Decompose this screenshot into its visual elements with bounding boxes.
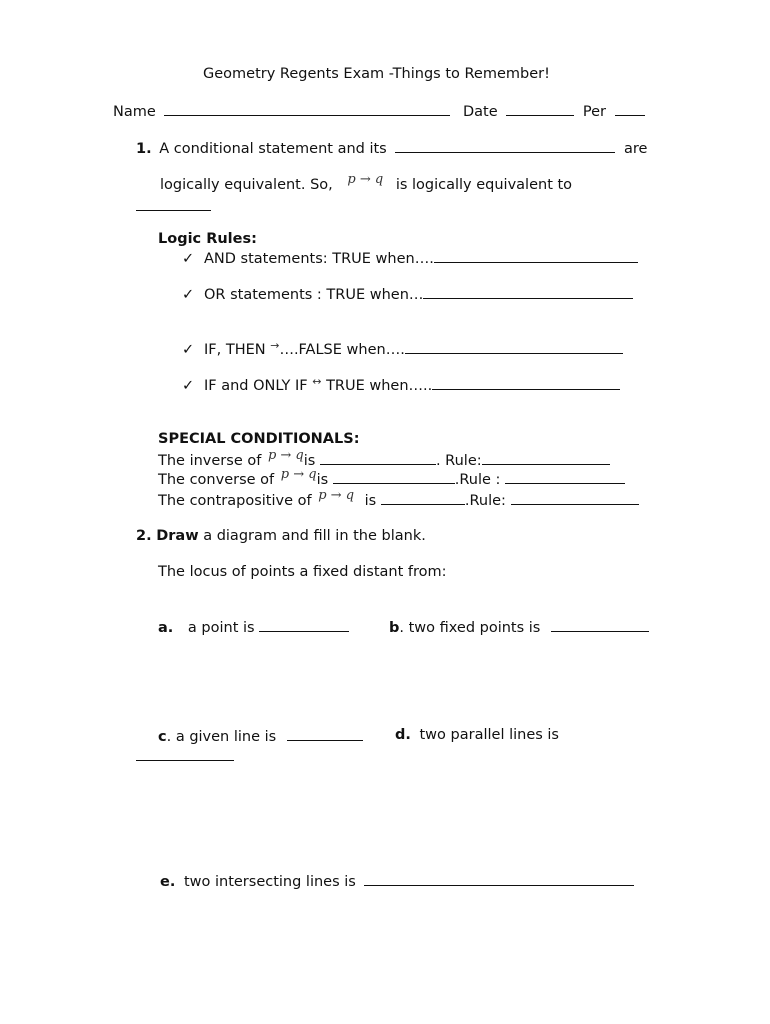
- rule-and-blank[interactable]: [434, 248, 638, 263]
- locus-c-text: . a given line is: [166, 729, 277, 745]
- rule-and-text: AND statements: TRUE when….: [204, 251, 434, 267]
- page-title: Geometry Regents Exam -Things to Remember!: [203, 66, 550, 82]
- date-blank[interactable]: [506, 101, 574, 116]
- contrapositive-expression: p → q: [318, 488, 355, 503]
- contrapositive-rule-label: .Rule:: [464, 493, 506, 509]
- q2-draw: Draw: [156, 528, 199, 544]
- rule-ifthen-post: ….FALSE when….: [279, 342, 405, 358]
- locus-line: The locus of points a fixed distant from:: [158, 564, 447, 580]
- locus-e-text: two intersecting lines is: [183, 874, 356, 890]
- rule-ifthen-blank[interactable]: [405, 339, 623, 354]
- converse-blank[interactable]: [333, 469, 455, 484]
- special-heading: SPECIAL CONDITIONALS:: [158, 431, 360, 447]
- header-row: [113, 101, 645, 121]
- locus-e: [160, 871, 634, 891]
- locus-d: [395, 726, 559, 744]
- logic-rule-and: [182, 248, 638, 268]
- rule-or-blank[interactable]: [423, 284, 633, 299]
- q1-blank-1[interactable]: [395, 138, 615, 153]
- q1-number: 1.: [136, 141, 152, 157]
- locus-e-label: e.: [160, 874, 176, 890]
- rule-iff-pre: IF and ONLY IF: [204, 378, 308, 394]
- q1-are: are: [623, 141, 648, 157]
- logic-rule-ifthen: [182, 339, 623, 360]
- locus-a-label: a.: [158, 620, 174, 636]
- check-icon: ✓: [182, 342, 195, 358]
- q1-line1: [136, 138, 647, 158]
- logic-heading: Logic Rules:: [158, 231, 257, 247]
- check-icon: ✓: [182, 287, 195, 303]
- rule-iff-post: TRUE when…..: [326, 378, 433, 394]
- date-label: Date: [463, 104, 498, 120]
- per-label: Per: [582, 104, 606, 120]
- converse-expression: p → q: [280, 467, 317, 482]
- inverse-label: The inverse of: [158, 453, 262, 469]
- name-blank[interactable]: [164, 101, 450, 116]
- q2-number: 2.: [136, 528, 152, 544]
- double-arrow-icon: ↔: [312, 375, 322, 388]
- contrapositive-row: [158, 490, 639, 511]
- locus-c-blank[interactable]: [287, 726, 363, 741]
- q1-expression: p → q: [347, 172, 384, 187]
- right-arrow-icon: →: [270, 339, 280, 352]
- name-label: Name: [113, 104, 156, 120]
- locus-a-blank[interactable]: [259, 617, 349, 632]
- inverse-rule-label: . Rule:: [435, 453, 482, 469]
- logic-rule-iff: [182, 375, 620, 396]
- locus-c-label: c: [158, 729, 167, 745]
- q1-blank-2[interactable]: [136, 196, 211, 211]
- rule-ifthen-pre: IF, THEN: [204, 342, 266, 358]
- inverse-rule-blank[interactable]: [482, 450, 610, 465]
- logic-rule-or: [182, 284, 633, 304]
- converse-rule-label: .Rule :: [454, 472, 501, 488]
- converse-is: is: [316, 472, 329, 488]
- q2-line: [136, 527, 426, 545]
- locus-b-blank[interactable]: [551, 617, 649, 632]
- converse-label: The converse of: [158, 472, 275, 488]
- contrapositive-blank[interactable]: [381, 490, 465, 505]
- contrapositive-rule-blank[interactable]: [511, 490, 639, 505]
- locus-a-text: a point is: [187, 620, 255, 636]
- rule-or-text: OR statements : TRUE when…: [204, 287, 424, 303]
- locus-c: [158, 726, 363, 746]
- locus-b-label: b: [389, 620, 400, 636]
- converse-row: [158, 469, 625, 490]
- locus-e-blank[interactable]: [364, 871, 634, 886]
- locus-d-blank[interactable]: [136, 746, 234, 761]
- q1-text-3: is logically equivalent to: [395, 177, 573, 193]
- locus-b-text: . two fixed points is: [399, 620, 541, 636]
- locus-d-text: two parallel lines is: [419, 727, 559, 743]
- q1-line2: [160, 172, 573, 195]
- locus-b: [389, 617, 649, 637]
- check-icon: ✓: [182, 251, 195, 267]
- contrapositive-is: is: [364, 493, 377, 509]
- per-blank[interactable]: [615, 101, 645, 116]
- rule-iff-blank[interactable]: [432, 375, 620, 390]
- locus-a: [158, 617, 349, 637]
- locus-d-label: d.: [395, 727, 411, 743]
- inverse-blank[interactable]: [320, 450, 436, 465]
- q1-text-2: logically equivalent. So,: [160, 177, 333, 193]
- q1-text: A conditional statement and its: [159, 141, 387, 157]
- contrapositive-label: The contrapositive of: [158, 493, 312, 509]
- converse-rule-blank[interactable]: [505, 469, 625, 484]
- check-icon: ✓: [182, 378, 195, 394]
- inverse-expression: p → q: [267, 448, 304, 463]
- inverse-is: is: [303, 453, 316, 469]
- q2-instruction: a diagram and fill in the blank.: [203, 528, 426, 544]
- inverse-row: [158, 450, 610, 471]
